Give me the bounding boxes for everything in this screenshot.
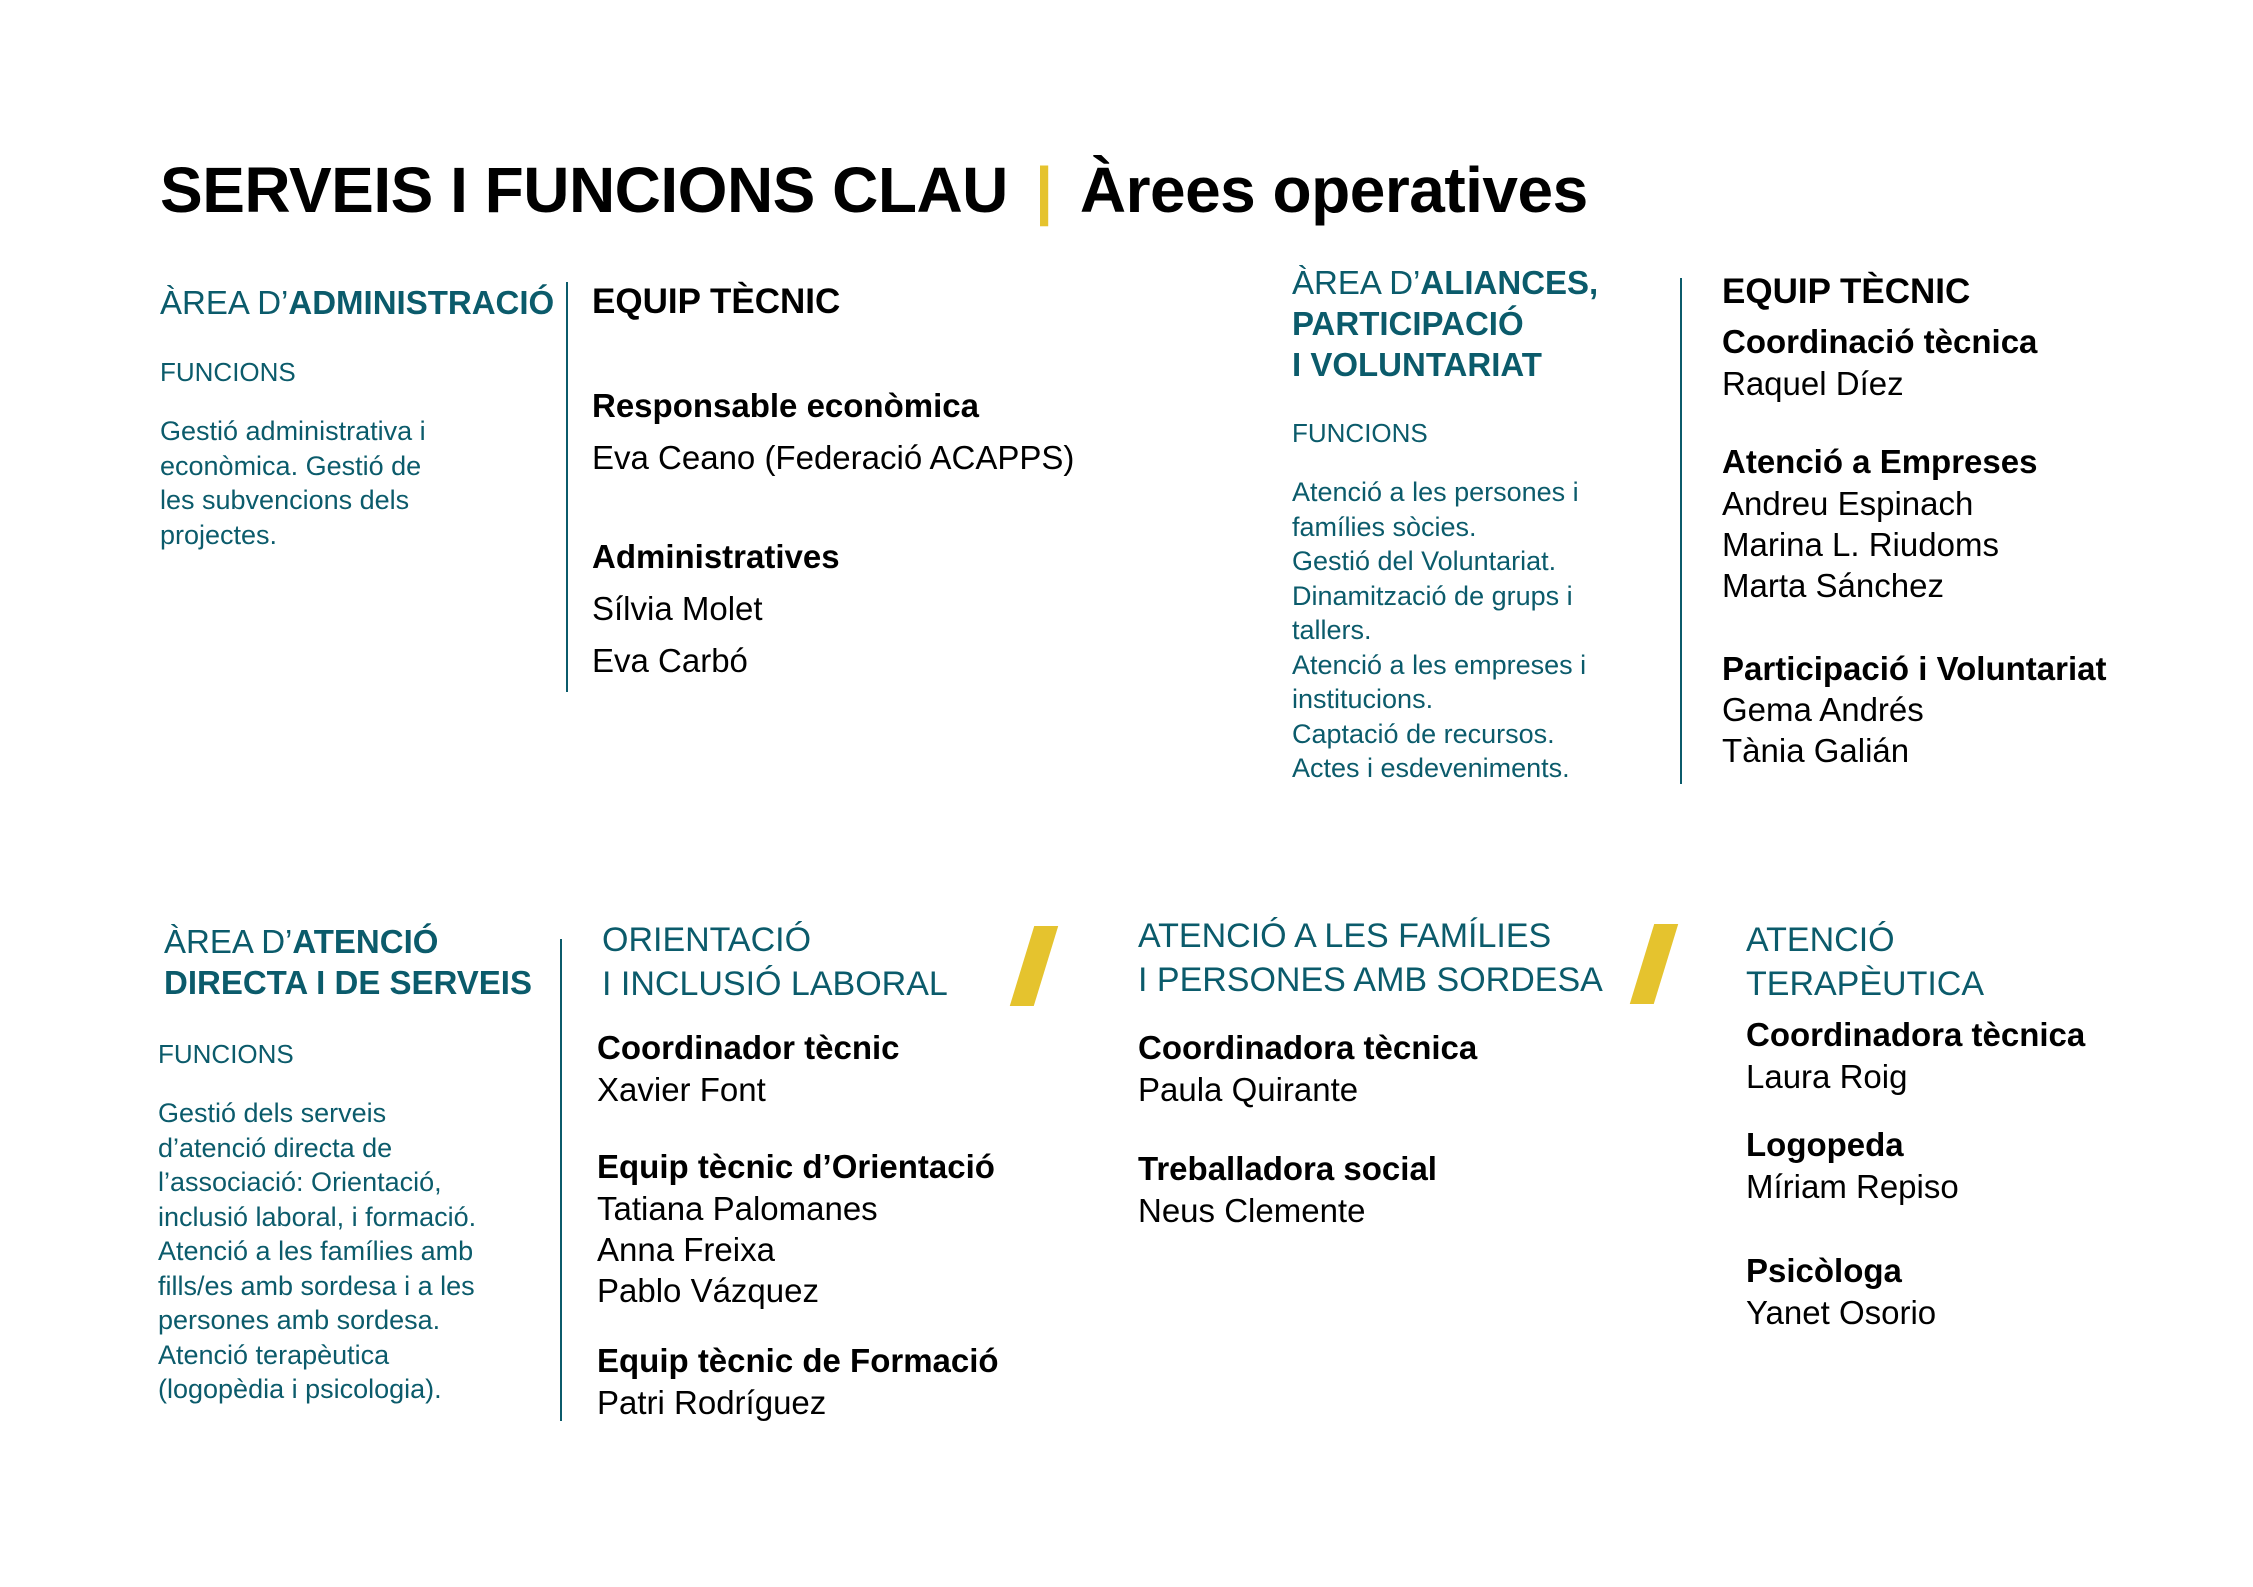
admin-person: Eva Ceano (Federació ACAPPS) <box>592 439 1075 476</box>
admin-head-bold: ADMINISTRACIÓ <box>288 284 555 321</box>
aliances-funcions-line: Captació de recursos. <box>1292 718 1555 749</box>
atencio-head-prefix: ÀREA D’ <box>164 923 293 960</box>
aliances-funcions-line: institucions. <box>1292 684 1434 714</box>
aliances-role-empreses: Atenció a Empreses <box>1722 443 2038 480</box>
title-separator: | <box>1035 154 1053 226</box>
atencio-funcions-line: l’associació: Orientació, <box>158 1167 442 1197</box>
aliances-person: Raquel Díez <box>1722 365 1904 402</box>
terapeutica-role-psicologa: Psicòloga <box>1746 1252 1902 1289</box>
terapeutica-person: Laura Roig <box>1746 1058 1908 1095</box>
aliances-person: Tània Galián <box>1722 732 1910 769</box>
slash-divider-1 <box>1010 926 1058 1006</box>
aliances-head-prefix: ÀREA D’ <box>1292 264 1421 301</box>
aliances-funcions-line: famílies sòcies. <box>1292 511 1477 542</box>
admin-funcions-line: Gestió administrativa i <box>160 416 426 446</box>
orientacio-person: Pablo Vázquez <box>597 1272 819 1309</box>
aliances-funcions-line: Actes i esdeveniments. <box>1292 753 1570 783</box>
atencio-funcions-line: d’atenció directa de <box>158 1132 393 1163</box>
aliances-area-heading <box>1292 262 1598 385</box>
orientacio-head-line1: ORIENTACIÓ <box>602 921 812 959</box>
orientacio-person: Patri Rodríguez <box>597 1384 827 1421</box>
orientacio-role-equip-orientacio: Equip tècnic d’Orientació <box>597 1148 995 1185</box>
orientacio-heading <box>602 918 948 1006</box>
admin-divider <box>566 282 568 692</box>
terapeutica-person: Yanet Osorio <box>1746 1294 1937 1331</box>
aliances-head-line3: I VOLUNTARIAT <box>1292 346 1542 383</box>
admin-area-heading <box>160 282 554 323</box>
aliances-funcions-line: Atenció a les persones i <box>1292 477 1579 507</box>
aliances-funcions-label: FUNCIONS <box>1292 418 1428 448</box>
terapeutica-role-logopeda: Logopeda <box>1746 1126 1904 1163</box>
admin-funcions-label: FUNCIONS <box>160 357 296 387</box>
families-role-coordinadora: Coordinadora tècnica <box>1138 1029 1478 1066</box>
terapeutica-heading <box>1746 918 1984 1006</box>
admin-role-administratives: Administratives <box>592 538 840 575</box>
admin-funcions-line: les subvencions dels <box>160 485 410 515</box>
atencio-funcions-line: inclusió laboral, i formació. <box>158 1201 477 1232</box>
families-heading <box>1138 914 1603 1002</box>
terapeutica-head-line1: ATENCIÓ <box>1746 921 1895 959</box>
aliances-funcions-line: Gestió del Voluntariat. <box>1292 546 1557 576</box>
families-head-line2: I PERSONES AMB SORDESA <box>1138 961 1603 999</box>
families-head-line1: ATENCIÓ A LES FAMÍLIES <box>1138 917 1552 955</box>
atencio-head-bold: ATENCIÓ <box>292 923 439 960</box>
admin-person: Sílvia Molet <box>592 590 763 627</box>
admin-head-prefix: ÀREA D’ <box>160 284 289 321</box>
admin-role-responsable: Responsable econòmica <box>592 387 979 424</box>
aliances-equip-title: EQUIP TÈCNIC <box>1722 272 1971 311</box>
families-person: Neus Clemente <box>1138 1192 1366 1229</box>
orientacio-person: Anna Freixa <box>597 1231 775 1268</box>
terapeutica-person: Míriam Repiso <box>1746 1168 1959 1205</box>
orientacio-person: Xavier Font <box>597 1071 766 1108</box>
orientacio-role-equip-formacio: Equip tècnic de Formació <box>597 1342 999 1379</box>
page-title <box>160 152 1588 229</box>
aliances-head-line2: PARTICIPACIÓ <box>1292 305 1524 342</box>
aliances-funcions-line: Atenció a les empreses i <box>1292 649 1587 680</box>
families-person: Paula Quirante <box>1138 1071 1359 1108</box>
aliances-person: Marta Sánchez <box>1722 567 1944 604</box>
families-role-treballadora: Treballadora social <box>1138 1150 1437 1187</box>
atencio-divider <box>560 939 562 1421</box>
aliances-divider <box>1680 278 1682 784</box>
terapeutica-role-coordinadora: Coordinadora tècnica <box>1746 1016 2086 1053</box>
atencio-funcions-text <box>158 1096 476 1407</box>
atencio-funcions-line: Atenció a les famílies amb <box>158 1236 474 1266</box>
admin-funcions-text <box>160 414 426 552</box>
aliances-role-coordinacio: Coordinació tècnica <box>1722 323 2038 360</box>
atencio-funcions-line: persones amb sordesa. <box>158 1305 441 1335</box>
atencio-funcions-line: fills/es amb sordesa i a les <box>158 1270 475 1301</box>
orientacio-person: Tatiana Palomanes <box>597 1190 878 1227</box>
page-title-main: SERVEIS I FUNCIONS CLAU <box>160 154 1008 226</box>
aliances-person: Andreu Espinach <box>1722 485 1974 522</box>
admin-funcions-line: projectes. <box>160 519 278 550</box>
slash-divider-2 <box>1630 924 1678 1004</box>
admin-equip-title: EQUIP TÈCNIC <box>592 282 841 321</box>
aliances-head-bold: ALIANCES, <box>1420 264 1599 301</box>
atencio-head-line2: DIRECTA I DE SERVEIS <box>164 964 532 1001</box>
atencio-funcions-line: (logopèdia i psicologia). <box>158 1374 442 1404</box>
orientacio-role-coordinador: Coordinador tècnic <box>597 1029 900 1066</box>
admin-funcions-line: econòmica. Gestió de <box>160 450 422 481</box>
aliances-funcions-line: tallers. <box>1292 615 1372 645</box>
atencio-funcions-line: Gestió dels serveis <box>158 1098 387 1128</box>
aliances-person: Marina L. Riudoms <box>1722 526 1999 563</box>
page-title-sub: Àrees operatives <box>1079 154 1588 226</box>
aliances-person: Gema Andrés <box>1722 691 1924 728</box>
orientacio-head-line2: I INCLUSIÓ LABORAL <box>602 965 948 1003</box>
aliances-funcions-line: Dinamització de grups i <box>1292 580 1573 611</box>
aliances-role-voluntariat: Participació i Voluntariat <box>1722 650 2107 687</box>
terapeutica-head-line2: TERAPÈUTICA <box>1746 965 1985 1003</box>
atencio-funcions-label: FUNCIONS <box>158 1039 294 1069</box>
aliances-funcions-text <box>1292 475 1586 786</box>
atencio-area-heading <box>164 921 532 1003</box>
admin-person: Eva Carbó <box>592 642 748 679</box>
atencio-funcions-line: Atenció terapèutica <box>158 1339 390 1370</box>
